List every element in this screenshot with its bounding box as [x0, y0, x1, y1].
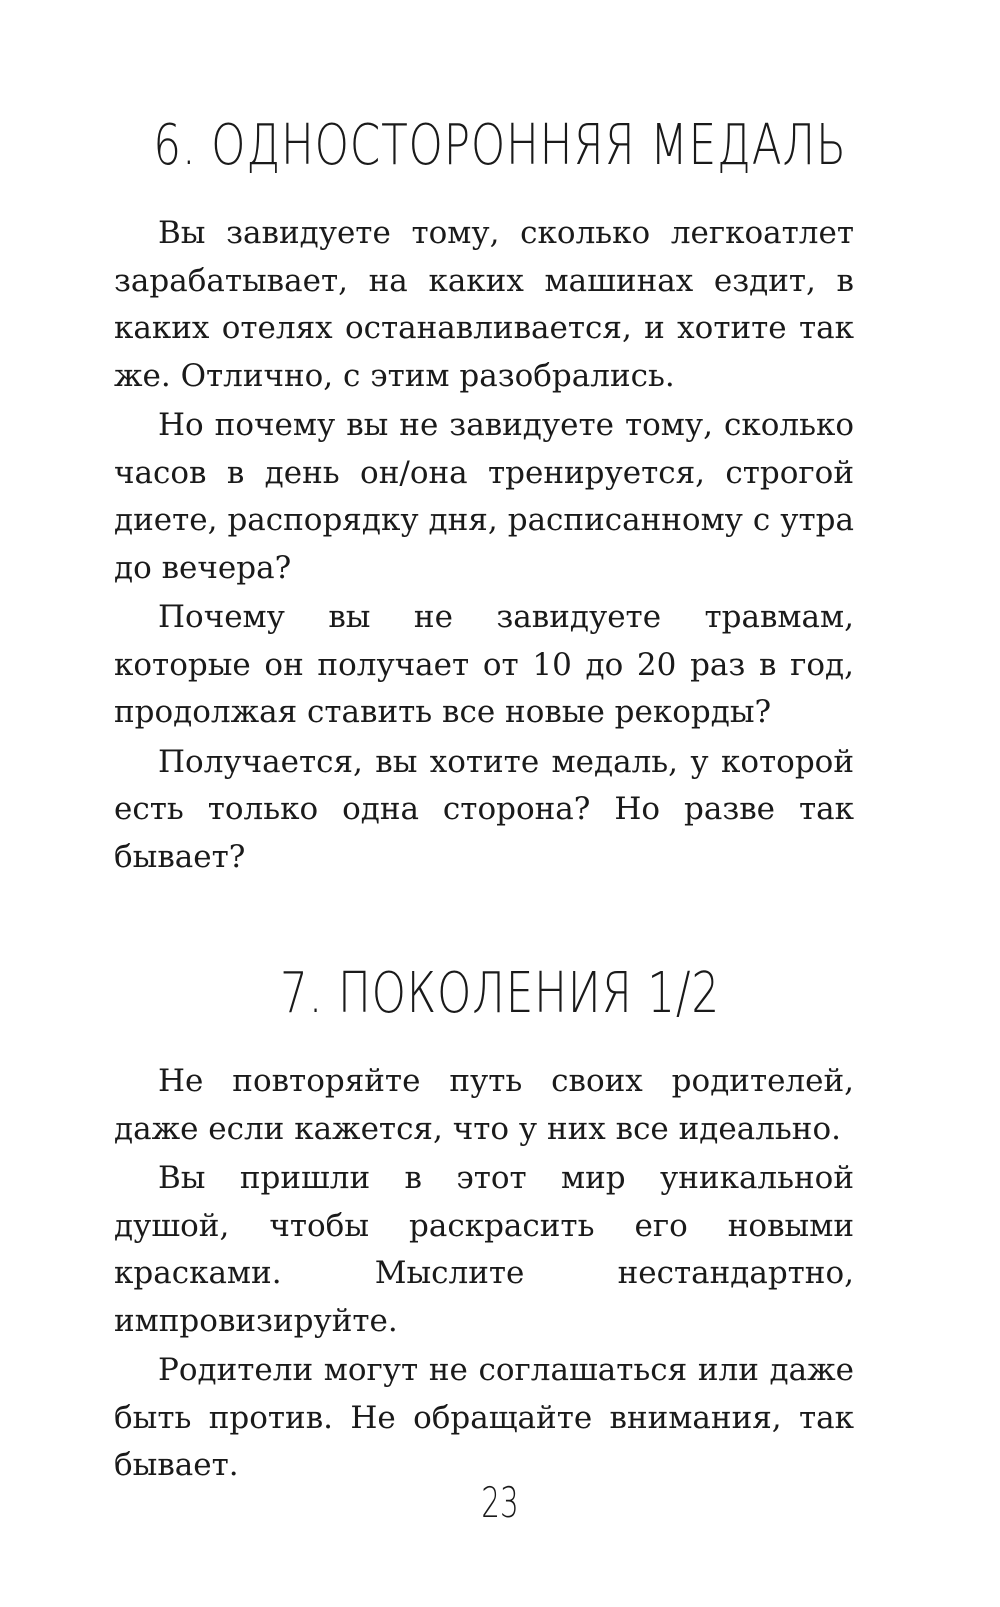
paragraph: Получается, вы хотите медаль, у которой есть только одна сторона? Но разве так бывает?	[114, 743, 854, 875]
paragraph: Вы завидуете тому, сколько легкоатлет зарабатывает, на каких машинах ездит, в каких отелях останавливается, и хотите так же. Отлично, с этим разобрались.	[114, 215, 854, 394]
section-body-one-sided-medal	[114, 210, 854, 883]
paragraph: Но почему вы не завидуете тому, сколько часов в день он/она тренируется, строгой диете, распорядку дня, расписанному с утра до вечера?	[114, 407, 854, 586]
paragraph: Не повторяйте путь своих родителей, даже если кажется, что у них все идеально.	[114, 1063, 854, 1147]
paragraph: Почему вы не завидуете травмам, которые он получает от 10 до 20 раз в год, продолжая ставить все новые рекорды?	[114, 599, 854, 730]
section-body-generations	[114, 1058, 854, 1492]
paragraph: Родители могут не соглашаться или даже быть против. Не обращайте внимания, так бывает.	[114, 1352, 854, 1483]
page-number: 23	[481, 1478, 519, 1527]
paragraph: Вы пришли в этот мир уникальной душой, чтобы раскрасить его новыми красками. Мыслите нестандартно, импровизируйте.	[114, 1160, 854, 1339]
section-heading-one-sided-medal: 6. ОДНОСТОРОННЯЯ МЕДАЛЬ	[153, 113, 847, 178]
section-heading-generations: 7. ПОКОЛЕНИЯ 1/2	[280, 961, 720, 1026]
